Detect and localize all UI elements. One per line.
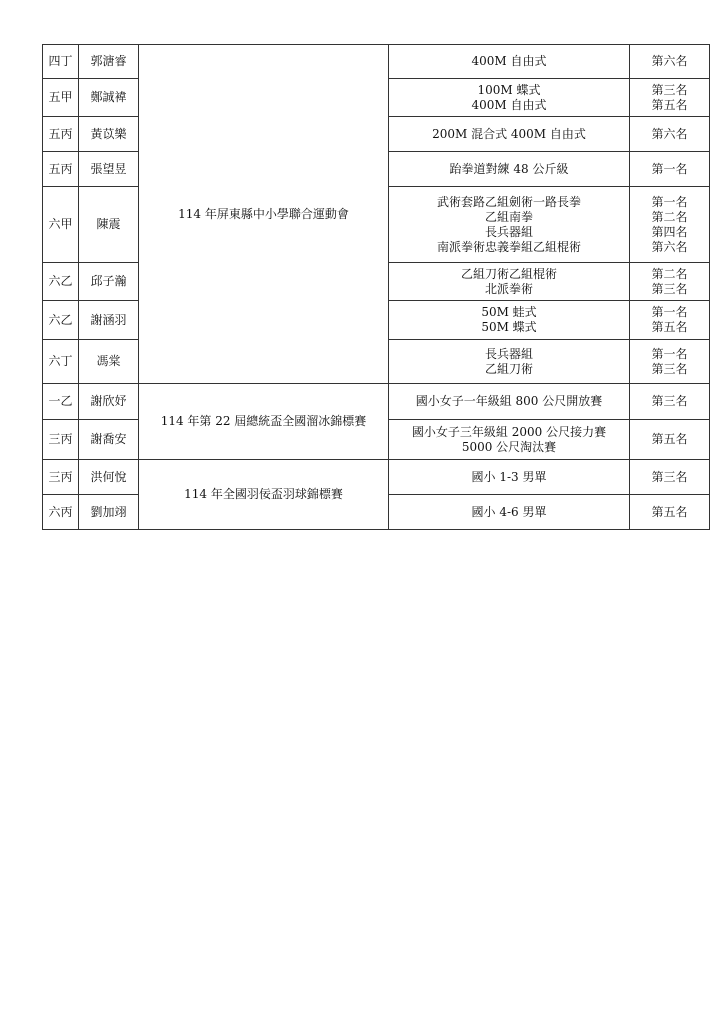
event-line: 國小 4-6 男單 [471, 504, 547, 519]
event-line: 乙組刀術乙組棍術 [460, 266, 557, 281]
class-cell: 三丙 [43, 460, 79, 495]
event-line: 50M 蝶式 [481, 320, 537, 334]
rank-cell [630, 45, 710, 79]
event-line: 50M 蛙式 [481, 305, 537, 319]
class-cell: 六甲 [43, 187, 79, 263]
rank-line: 第三名 [651, 469, 688, 484]
rank-cell [630, 263, 710, 301]
rank-line: 第一名 [651, 305, 688, 319]
event-cell [389, 340, 630, 384]
event-line: 國小女子一年級組 800 公尺開放賽 [415, 394, 603, 408]
rank-line: 第一名 [651, 161, 688, 176]
rank-line: 第二名 [651, 266, 688, 281]
student-name-cell: 謝欣妤 [79, 384, 139, 420]
event-line: 國小女子三年級組 2000 公尺接力賽 [411, 424, 607, 439]
student-name-cell: 郭溏睿 [79, 45, 139, 79]
class-cell: 六乙 [43, 263, 79, 301]
event-cell [389, 187, 630, 263]
rank-cell [630, 460, 710, 495]
rank-line: 第三名 [651, 361, 688, 376]
class-cell: 六丙 [43, 495, 79, 530]
event-line: 400M 自由式 [471, 54, 547, 68]
rank-line: 第一名 [651, 346, 688, 361]
event-cell [389, 263, 630, 301]
student-name-cell: 邱子瀚 [79, 263, 139, 301]
rank-cell [630, 187, 710, 263]
rank-line: 第三名 [651, 82, 688, 97]
event-line: 長兵器組 [484, 346, 533, 361]
event-line: 武術套路乙組劍術一路長拳 [436, 194, 581, 209]
rank-line: 第五名 [651, 320, 688, 334]
event-line: 5000 公尺淘汰賽 [461, 439, 557, 454]
competition-cell: 114 年第 22 屆總統盃全國溜冰錦標賽 [139, 384, 389, 460]
rank-line: 第五名 [651, 504, 688, 519]
competition-cell: 114 年全國羽佞盃羽球錦標賽 [139, 460, 389, 530]
event-line: 國小 1-3 男單 [471, 469, 547, 484]
rank-line: 第六名 [651, 126, 688, 141]
rank-cell [630, 384, 710, 420]
competition-cell: 114 年屏東縣中小學聯合運動會 [139, 45, 389, 384]
rank-line: 第三名 [651, 394, 688, 408]
event-cell [389, 301, 630, 340]
class-cell: 五丙 [43, 117, 79, 152]
class-cell: 六丁 [43, 340, 79, 384]
event-line: 200M 混合式 400M 自由式 [432, 126, 586, 141]
event-cell [389, 117, 630, 152]
event-cell [389, 384, 630, 420]
rank-cell [630, 340, 710, 384]
event-cell [389, 495, 630, 530]
class-cell: 六乙 [43, 301, 79, 340]
awards-table [42, 44, 710, 530]
table-row [43, 384, 710, 420]
student-name-cell: 黃苡樂 [79, 117, 139, 152]
rank-cell [630, 79, 710, 117]
student-name-cell: 張望昱 [79, 152, 139, 187]
rank-line: 第六名 [651, 239, 688, 254]
event-line: 長兵器組 [484, 224, 533, 239]
event-cell [389, 460, 630, 495]
rank-cell [630, 152, 710, 187]
rank-line: 第五名 [651, 432, 688, 446]
rank-line: 第三名 [651, 281, 688, 296]
class-cell: 四丁 [43, 45, 79, 79]
event-line: 跆拳道對練 48 公斤級 [449, 161, 569, 176]
class-cell: 一乙 [43, 384, 79, 420]
student-name-cell: 洪何悅 [79, 460, 139, 495]
student-name-cell: 陳震 [79, 187, 139, 263]
rank-cell [630, 495, 710, 530]
event-cell [389, 152, 630, 187]
student-name-cell: 鄭誠褘 [79, 79, 139, 117]
rank-cell [630, 117, 710, 152]
class-cell: 五丙 [43, 152, 79, 187]
student-name-cell: 謝喬安 [79, 420, 139, 460]
table-row [43, 460, 710, 495]
class-cell: 三丙 [43, 420, 79, 460]
rank-line: 第二名 [651, 209, 688, 224]
event-line: 乙組南拳 [484, 209, 533, 224]
event-line: 100M 蝶式 [477, 82, 541, 97]
rank-line: 第四名 [651, 224, 688, 239]
event-cell [389, 45, 630, 79]
class-cell: 五甲 [43, 79, 79, 117]
table-row [43, 45, 710, 79]
event-line: 乙組刀術 [484, 361, 533, 376]
rank-line: 第五名 [651, 97, 688, 112]
event-line: 南派拳術忠義拳組乙組棍術 [436, 239, 581, 254]
rank-line: 第六名 [651, 54, 688, 68]
event-cell [389, 420, 630, 460]
event-line: 400M 自由式 [471, 97, 547, 112]
student-name-cell: 馮棠 [79, 340, 139, 384]
student-name-cell: 謝涵羽 [79, 301, 139, 340]
rank-cell [630, 301, 710, 340]
event-cell [389, 79, 630, 117]
rank-line: 第一名 [651, 194, 688, 209]
event-line: 北派拳術 [484, 281, 533, 296]
rank-cell [630, 420, 710, 460]
student-name-cell: 劉加翊 [79, 495, 139, 530]
